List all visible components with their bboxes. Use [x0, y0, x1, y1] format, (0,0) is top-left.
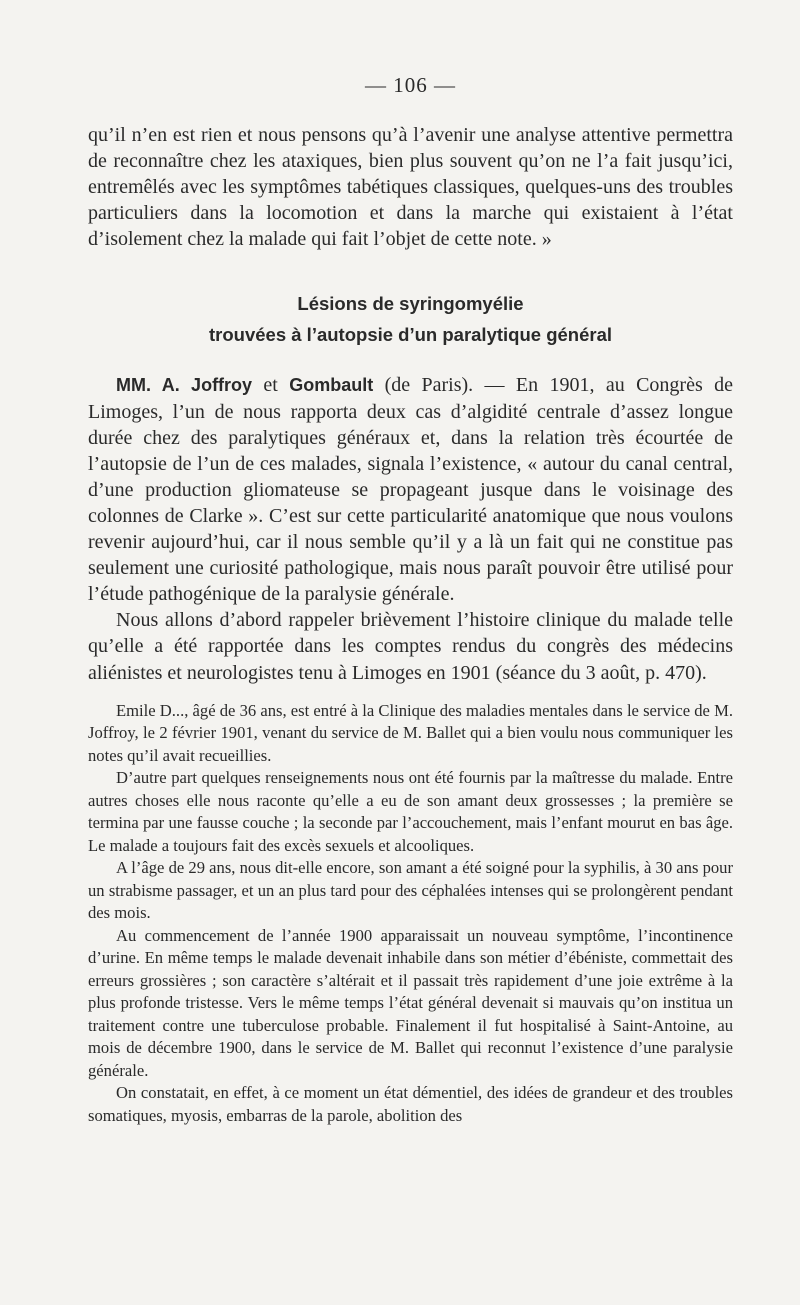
page-number: — 106 —	[365, 73, 456, 97]
section-heading	[88, 288, 733, 350]
case-paragraph-1: Emile D..., âgé de 36 ans, est entré à la Clinique des maladies mentales dans le service de M. Joffroy, le 2 février 1901, venant du service de M. Ballet qui a bien voulu nous communiquer les notes qu’il avait recueillies.	[88, 700, 733, 765]
body-paragraph-1-text: (de Paris). — En 1901, au Congrès de Limoges, l’un de nous rapporta deux cas d’algidité centrale d’assez longue durée chez des paralytiques généraux et, dans la relation très écourtée de l’autopsie de l’un de ces malades, signala l’existence, « autour du canal central, d’une production gliomateuse se propageant jusque dans le voisinage des colonnes de Clarke ». C’est sur cette particularité anatomique que nous voulons revenir aujourd’hui, car il nous semble qu’il y a là un fait qui ne constitue pas seulement une curiosité pathologique, mais nous paraît pouvoir être utilisé pour l’étude pathogénique de la paralysie générale.	[88, 374, 733, 606]
author-join: et	[252, 374, 290, 397]
case-report	[88, 700, 733, 1128]
case-paragraph-3: A l’âge de 29 ans, nous dit-elle encore, son amant a été soigné pour la syphilis, à 30 ans pour un strabisme passager, et un an plus tard pour des céphalées intenses qui se prolongèrent pendant des mois.	[88, 858, 733, 923]
case-paragraph-5: On constatait, en effet, à ce moment un état démentiel, des idées de grandeur et des troubles somatiques, myosis, embarras de la parole, abolition des	[88, 1083, 733, 1125]
intro-paragraph: qu’il n’en est rien et nous pensons qu’à l’avenir une analyse attentive permettra de reconnaître chez les ataxiques, bien plus souvent qu’on ne l’a fait jusqu’ici, entremêlés avec les symptômes tabétiques classiques, quelques-uns des troubles particuliers dans la locomotion et dans la marche qui existaient à l’état d’isolement chez la malade qui fait l’objet de cette note. »	[88, 124, 733, 251]
author-first: MM. A. Joffroy	[116, 375, 253, 396]
case-paragraph-4: Au commencement de l’année 1900 apparaissait un nouveau symptôme, l’incontinence d’urine. En même temps le malade devenait inhabile dans son métier d’ébéniste, commettait des erreurs grossières ; son caractère s’altérait et il passait très rapidement d’une joie extrême à la plus profonde tristesse. Vers le même temps l’état général devenait si mauvais qu’on institua un traitement contre une tuberculose probable. Finalement il fut hospitalisé à Saint-Antoine, au mois de décembre 1900, dans le service de M. Ballet qui reconnut l’existence d’une paralysie générale.	[88, 925, 733, 1080]
document-page	[88, 70, 733, 1127]
section-title-line-2: trouvées à l’autopsie d’un paralytique général	[209, 324, 612, 346]
body-paragraph-2: Nous allons d’abord rappeler brièvement l’histoire clinique du malade telle qu’elle a été rapportée dans les comptes rendus du congrès des médecins aliénistes et neurologistes tenu à Limoges en 1901 (séance du 3 août, p. 470).	[88, 609, 733, 684]
body-paragraph-1	[88, 372, 733, 607]
section-title-line-1: Lésions de syringomyélie	[297, 293, 524, 315]
case-paragraph-2: D’autre part quelques renseignements nous ont été fournis par la maîtresse du malade. Entre autres choses elle nous raconte qu’elle a eu de son amant deux grossesses ; la première se termina par une fausse couche ; la seconde par l’accouchement, mais l’enfant mourut en bas âge. Le malade a toujours fait des excès sexuels et alcooliques.	[88, 768, 733, 855]
author-second: Gombault	[289, 375, 374, 396]
